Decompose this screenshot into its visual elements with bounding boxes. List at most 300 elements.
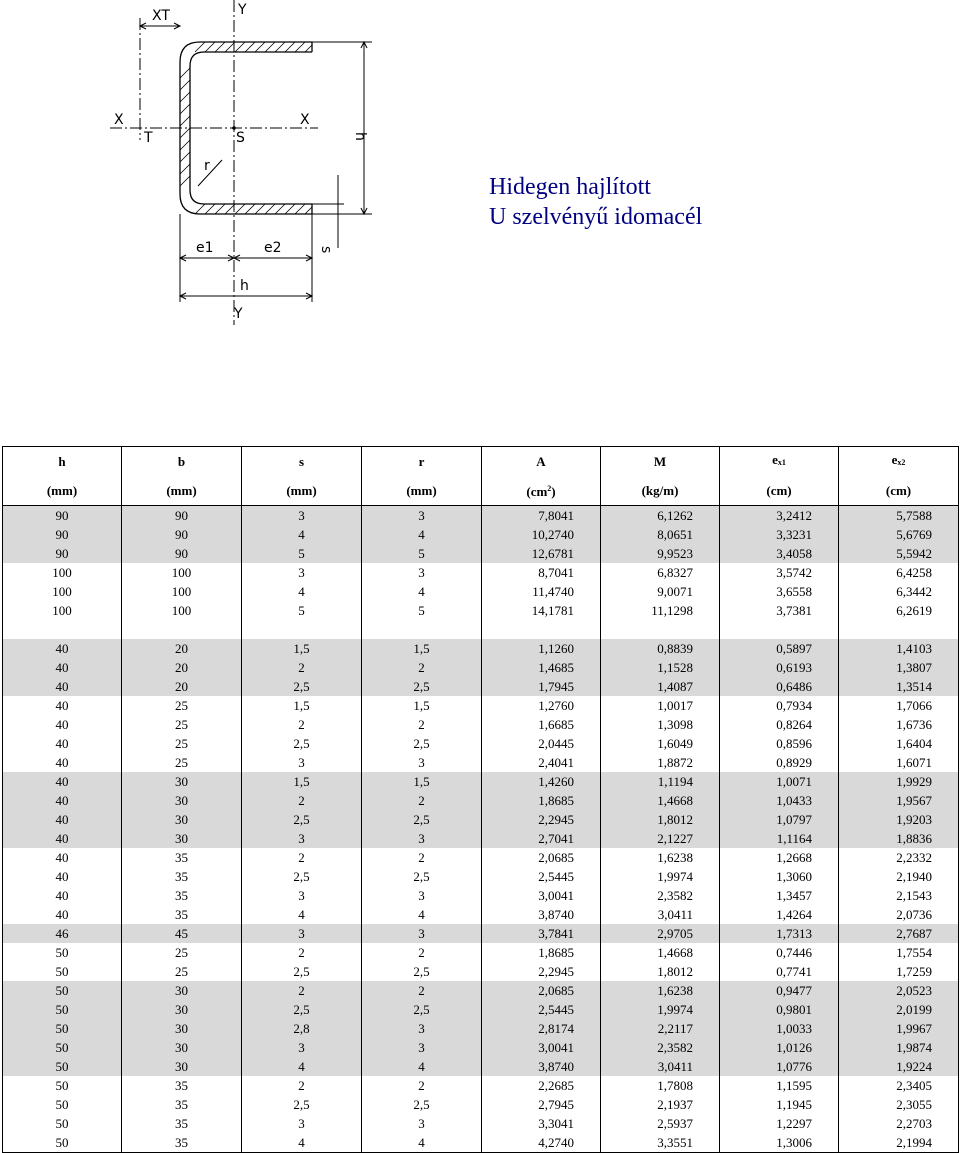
cell-ex2: 5,7588: [839, 506, 959, 526]
cell-b: 35: [122, 1114, 242, 1133]
cell-m: 11,1298: [601, 601, 720, 620]
cell-ex2: 2,0523: [839, 981, 959, 1000]
cell-a: 1,7945: [482, 677, 601, 696]
cell-ex1: 0,6486: [720, 677, 839, 696]
cell-r: 1,5: [362, 696, 482, 715]
cell-ex2: 1,9567: [839, 791, 959, 810]
cell-a: [482, 620, 601, 639]
cell-b: 45: [122, 924, 242, 943]
cell-m: 3,0411: [601, 905, 720, 924]
cell-ex1: 0,8596: [720, 734, 839, 753]
cell-ex2: [839, 620, 959, 639]
cell-b: 25: [122, 696, 242, 715]
e1-label: e1: [196, 240, 214, 256]
cell-b: 30: [122, 810, 242, 829]
cell-ex1: 1,0071: [720, 772, 839, 791]
cell-m: 1,6238: [601, 848, 720, 867]
cell-ex1: 1,7313: [720, 924, 839, 943]
cell-m: [601, 620, 720, 639]
cell-s: 3: [242, 563, 362, 582]
cell-ex2: 5,6769: [839, 525, 959, 544]
cell-ex1: 0,9477: [720, 981, 839, 1000]
cell-r: [362, 620, 482, 639]
cell-r: 2: [362, 981, 482, 1000]
cell-b: 35: [122, 1095, 242, 1114]
s-center-label: S: [236, 130, 245, 146]
cell-b: 35: [122, 905, 242, 924]
table-row: [3, 544, 959, 563]
cell-s: 4: [242, 1057, 362, 1076]
cell-a: 3,0041: [482, 886, 601, 905]
cell-h: 50: [3, 981, 122, 1000]
cell-m: 2,9705: [601, 924, 720, 943]
cell-ex1: 1,0033: [720, 1019, 839, 1038]
units-row: [3, 476, 959, 506]
cell-r: 3: [362, 1038, 482, 1057]
cell-ex1: 3,6558: [720, 582, 839, 601]
cell-r: 2,5: [362, 734, 482, 753]
unit-ex2: (cm): [839, 476, 959, 506]
cell-r: 4: [362, 1057, 482, 1076]
cell-a: 3,8740: [482, 905, 601, 924]
table-row: [3, 1095, 959, 1114]
cell-r: 2,5: [362, 1000, 482, 1019]
unit-h: (mm): [3, 476, 122, 506]
cell-m: 1,6238: [601, 981, 720, 1000]
cell-h: [3, 620, 122, 639]
cell-s: 2,5: [242, 867, 362, 886]
cell-r: 3: [362, 563, 482, 582]
cell-a: 1,8685: [482, 791, 601, 810]
cell-h: 40: [3, 715, 122, 734]
unit-m: (kg/m): [601, 476, 720, 506]
cell-a: 2,5445: [482, 867, 601, 886]
cell-m: 6,1262: [601, 506, 720, 526]
cell-s: 2,5: [242, 962, 362, 981]
cell-a: 2,2945: [482, 810, 601, 829]
table-row: [3, 506, 959, 526]
cell-s: 2: [242, 1076, 362, 1095]
col-header-b: b: [122, 447, 242, 477]
cell-s: 2: [242, 658, 362, 677]
cell-s: 4: [242, 582, 362, 601]
table-row: [3, 1133, 959, 1153]
cell-m: 2,3582: [601, 1038, 720, 1057]
cell-m: 9,0071: [601, 582, 720, 601]
cell-s: 5: [242, 601, 362, 620]
col-header-ex2: $e_{x2}$: [839, 447, 959, 477]
cell-b: 20: [122, 658, 242, 677]
cell-b: 100: [122, 563, 242, 582]
cell-ex1: 3,3231: [720, 525, 839, 544]
cell-a: 3,7841: [482, 924, 601, 943]
cell-ex1: 1,3006: [720, 1133, 839, 1153]
cell-a: 11,4740: [482, 582, 601, 601]
cell-b: 35: [122, 867, 242, 886]
cell-a: 3,0041: [482, 1038, 601, 1057]
cell-r: 2,5: [362, 1095, 482, 1114]
cell-b: 35: [122, 1076, 242, 1095]
cell-ex1: 0,5897: [720, 639, 839, 658]
cell-s: 2: [242, 981, 362, 1000]
cell-h: 40: [3, 696, 122, 715]
cell-a: 1,4260: [482, 772, 601, 791]
col-header-ex1: $e_{x1}$: [720, 447, 839, 477]
cell-r: 2: [362, 658, 482, 677]
cell-ex1: 1,0776: [720, 1057, 839, 1076]
cell-r: 2,5: [362, 962, 482, 981]
cell-a: 2,0445: [482, 734, 601, 753]
cell-b: 30: [122, 1057, 242, 1076]
cell-ex1: 0,7741: [720, 962, 839, 981]
cell-m: 1,8012: [601, 962, 720, 981]
cell-h: 50: [3, 1095, 122, 1114]
cell-ex1: 0,8264: [720, 715, 839, 734]
cell-ex2: 1,3514: [839, 677, 959, 696]
unit-r: (mm): [362, 476, 482, 506]
cell-m: 3,3551: [601, 1133, 720, 1153]
table-row: [3, 924, 959, 943]
cell-ex2: 1,6736: [839, 715, 959, 734]
cell-a: 10,2740: [482, 525, 601, 544]
cell-ex1: 0,7934: [720, 696, 839, 715]
table-row: [3, 1057, 959, 1076]
cell-b: 35: [122, 1133, 242, 1153]
cell-ex1: 1,1164: [720, 829, 839, 848]
cell-s: 2: [242, 943, 362, 962]
cell-ex1: 0,8929: [720, 753, 839, 772]
r-label: r: [204, 158, 210, 174]
cell-s: 3: [242, 1038, 362, 1057]
cell-b: 30: [122, 1038, 242, 1057]
cell-r: 4: [362, 525, 482, 544]
s-thickness-label: s: [318, 246, 334, 254]
cell-a: 2,4041: [482, 753, 601, 772]
cell-b: 25: [122, 753, 242, 772]
cell-s: 1,5: [242, 639, 362, 658]
cell-ex2: 1,7259: [839, 962, 959, 981]
cell-a: 1,1260: [482, 639, 601, 658]
cell-a: 2,7041: [482, 829, 601, 848]
cell-r: 3: [362, 924, 482, 943]
h-bottom-label: h: [240, 278, 249, 294]
cell-ex2: 2,1940: [839, 867, 959, 886]
cell-m: 2,3582: [601, 886, 720, 905]
table-row: [3, 962, 959, 981]
cell-s: 2,5: [242, 1095, 362, 1114]
cell-b: 30: [122, 772, 242, 791]
table-row: [3, 696, 959, 715]
table-row: [3, 829, 959, 848]
cell-r: 3: [362, 886, 482, 905]
cell-a: 12,6781: [482, 544, 601, 563]
cell-ex1: 0,7446: [720, 943, 839, 962]
table-row: [3, 715, 959, 734]
table-row: [3, 563, 959, 582]
cell-ex2: 1,6404: [839, 734, 959, 753]
cell-s: 5: [242, 544, 362, 563]
cell-ex1: 1,0126: [720, 1038, 839, 1057]
cell-r: 4: [362, 905, 482, 924]
cell-s: 3: [242, 1114, 362, 1133]
table-row: [3, 1038, 959, 1057]
title-line-1: Hidegen hajlított: [489, 174, 651, 200]
cell-ex1: 1,2297: [720, 1114, 839, 1133]
cell-s: 2: [242, 791, 362, 810]
cell-b: 30: [122, 1019, 242, 1038]
cell-b: 25: [122, 734, 242, 753]
table-row: [3, 943, 959, 962]
cell-s: 2: [242, 715, 362, 734]
table-row: [3, 601, 959, 620]
cell-r: 4: [362, 1133, 482, 1153]
cell-m: 3,0411: [601, 1057, 720, 1076]
cell-a: 2,8174: [482, 1019, 601, 1038]
cell-m: 1,0017: [601, 696, 720, 715]
cell-b: 25: [122, 715, 242, 734]
t-label: T: [144, 130, 153, 146]
table-row: [3, 1000, 959, 1019]
y-top-label: Y: [238, 2, 247, 18]
cell-a: 1,2760: [482, 696, 601, 715]
cell-h: 40: [3, 772, 122, 791]
cell-m: 1,1528: [601, 658, 720, 677]
cell-m: 1,8872: [601, 753, 720, 772]
cell-m: 2,2117: [601, 1019, 720, 1038]
cell-h: 40: [3, 905, 122, 924]
cell-m: 2,1937: [601, 1095, 720, 1114]
cell-a: 2,2945: [482, 962, 601, 981]
header-row: [3, 447, 959, 477]
u-profile-cross-section-diagram: [100, 0, 380, 325]
col-header-h: h: [3, 447, 122, 477]
page-title: [489, 172, 702, 232]
cell-ex1: 3,2412: [720, 506, 839, 526]
cell-h: 40: [3, 753, 122, 772]
cell-s: 4: [242, 525, 362, 544]
cell-ex1: 3,5742: [720, 563, 839, 582]
cell-a: 2,7945: [482, 1095, 601, 1114]
title-line-2: U szelvényű idomacél: [489, 204, 703, 230]
cell-m: 1,1194: [601, 772, 720, 791]
cell-a: 4,2740: [482, 1133, 601, 1153]
cell-a: 14,1781: [482, 601, 601, 620]
cell-ex2: 1,3807: [839, 658, 959, 677]
table-row: [3, 886, 959, 905]
cell-s: 2: [242, 848, 362, 867]
cell-s: 3: [242, 753, 362, 772]
cell-ex1: 1,1945: [720, 1095, 839, 1114]
cell-ex2: 1,9203: [839, 810, 959, 829]
cell-r: 2,5: [362, 867, 482, 886]
cell-m: 1,9974: [601, 867, 720, 886]
cell-m: 1,3098: [601, 715, 720, 734]
cell-h: 90: [3, 544, 122, 563]
cell-h: 50: [3, 1114, 122, 1133]
table-row: [3, 810, 959, 829]
cell-ex1: 0,9801: [720, 1000, 839, 1019]
unit-a: $(cm^2)$: [482, 476, 601, 506]
cell-a: 2,0685: [482, 848, 601, 867]
cell-h: 50: [3, 1057, 122, 1076]
cell-b: 90: [122, 544, 242, 563]
cell-s: 1,5: [242, 772, 362, 791]
cell-ex1: 1,1595: [720, 1076, 839, 1095]
cell-m: 1,4668: [601, 791, 720, 810]
x-left-label: X: [114, 112, 124, 128]
cell-s: 2,5: [242, 677, 362, 696]
table-row: [3, 639, 959, 658]
cell-h: 100: [3, 582, 122, 601]
cell-s: 3: [242, 506, 362, 526]
cell-h: 40: [3, 734, 122, 753]
cell-ex2: 1,9929: [839, 772, 959, 791]
cell-r: 2: [362, 715, 482, 734]
cell-s: 2,8: [242, 1019, 362, 1038]
cell-s: 4: [242, 1133, 362, 1153]
cell-r: 2,5: [362, 677, 482, 696]
cell-h: 50: [3, 1133, 122, 1153]
cell-ex1: 3,7381: [720, 601, 839, 620]
cell-b: 25: [122, 962, 242, 981]
cell-ex2: 1,6071: [839, 753, 959, 772]
cell-m: 1,4087: [601, 677, 720, 696]
cell-r: 2: [362, 848, 482, 867]
table-row: [3, 677, 959, 696]
cell-m: 0,8839: [601, 639, 720, 658]
table-spacer-row: [3, 620, 959, 639]
col-header-a: A: [482, 447, 601, 477]
cell-ex1: [720, 620, 839, 639]
cell-h: 40: [3, 848, 122, 867]
col-header-s: s: [242, 447, 362, 477]
table-row: [3, 525, 959, 544]
cell-h: 40: [3, 829, 122, 848]
cell-a: 1,4685: [482, 658, 601, 677]
x-right-label: X: [300, 112, 310, 128]
cell-a: 8,7041: [482, 563, 601, 582]
table-row: [3, 753, 959, 772]
cell-b: [122, 620, 242, 639]
table-row: [3, 791, 959, 810]
cell-ex2: 1,4103: [839, 639, 959, 658]
unit-s: (mm): [242, 476, 362, 506]
cell-b: 90: [122, 525, 242, 544]
cell-ex1: 1,0433: [720, 791, 839, 810]
h-side-label: h: [352, 132, 368, 141]
cell-ex2: 2,2332: [839, 848, 959, 867]
cell-ex2: 2,1994: [839, 1133, 959, 1153]
cell-s: 1,5: [242, 696, 362, 715]
cell-b: 30: [122, 791, 242, 810]
cell-ex2: 1,8836: [839, 829, 959, 848]
cell-h: 40: [3, 658, 122, 677]
cell-ex2: 2,0736: [839, 905, 959, 924]
cell-ex1: 1,2668: [720, 848, 839, 867]
cell-ex2: 6,4258: [839, 563, 959, 582]
cell-m: 1,9974: [601, 1000, 720, 1019]
cell-m: 6,8327: [601, 563, 720, 582]
cell-a: 1,8685: [482, 943, 601, 962]
cell-ex1: 1,0797: [720, 810, 839, 829]
cell-ex2: 1,7066: [839, 696, 959, 715]
table-row: [3, 582, 959, 601]
cell-ex2: 1,9874: [839, 1038, 959, 1057]
cell-a: 2,0685: [482, 981, 601, 1000]
cell-ex2: 6,3442: [839, 582, 959, 601]
cell-b: 90: [122, 506, 242, 526]
cell-s: 4: [242, 905, 362, 924]
cell-h: 40: [3, 791, 122, 810]
table-row: [3, 734, 959, 753]
cell-s: 3: [242, 924, 362, 943]
cell-h: 50: [3, 1019, 122, 1038]
cell-r: 1,5: [362, 639, 482, 658]
cell-ex2: 1,9967: [839, 1019, 959, 1038]
cell-h: 90: [3, 506, 122, 526]
cell-h: 90: [3, 525, 122, 544]
cell-b: 20: [122, 639, 242, 658]
cell-h: 50: [3, 1076, 122, 1095]
cell-m: 9,9523: [601, 544, 720, 563]
cell-ex2: 2,3405: [839, 1076, 959, 1095]
cell-h: 50: [3, 1038, 122, 1057]
cell-h: 100: [3, 601, 122, 620]
cell-m: 1,7808: [601, 1076, 720, 1095]
cell-s: 2,5: [242, 1000, 362, 1019]
cell-b: 25: [122, 943, 242, 962]
cell-ex1: 1,4264: [720, 905, 839, 924]
cell-r: 4: [362, 582, 482, 601]
cell-ex1: 0,6193: [720, 658, 839, 677]
cell-b: 35: [122, 886, 242, 905]
table-row: [3, 658, 959, 677]
cell-ex2: 2,3055: [839, 1095, 959, 1114]
table-row: [3, 1019, 959, 1038]
cell-h: 40: [3, 677, 122, 696]
cell-r: 2,5: [362, 810, 482, 829]
table-row: [3, 1076, 959, 1095]
cell-r: 2: [362, 1076, 482, 1095]
cell-h: 50: [3, 943, 122, 962]
cell-r: 3: [362, 506, 482, 526]
cell-r: 2: [362, 943, 482, 962]
cell-r: 3: [362, 753, 482, 772]
e2-label: e2: [264, 240, 282, 256]
col-header-m: M: [601, 447, 720, 477]
cell-s: 2,5: [242, 810, 362, 829]
cell-h: 40: [3, 867, 122, 886]
cell-h: 40: [3, 810, 122, 829]
cell-ex2: 6,2619: [839, 601, 959, 620]
cell-r: 5: [362, 601, 482, 620]
cell-r: 3: [362, 829, 482, 848]
cell-r: 1,5: [362, 772, 482, 791]
cell-s: 3: [242, 829, 362, 848]
cell-r: 3: [362, 1019, 482, 1038]
cell-ex2: 2,1543: [839, 886, 959, 905]
table-row: [3, 905, 959, 924]
cell-r: 2: [362, 791, 482, 810]
cell-m: 1,8012: [601, 810, 720, 829]
cell-b: 35: [122, 848, 242, 867]
cell-b: 100: [122, 582, 242, 601]
table-row: [3, 981, 959, 1000]
cell-ex2: 5,5942: [839, 544, 959, 563]
y-bottom-label: Y: [234, 306, 243, 322]
cell-a: 2,5445: [482, 1000, 601, 1019]
cell-ex2: 1,7554: [839, 943, 959, 962]
